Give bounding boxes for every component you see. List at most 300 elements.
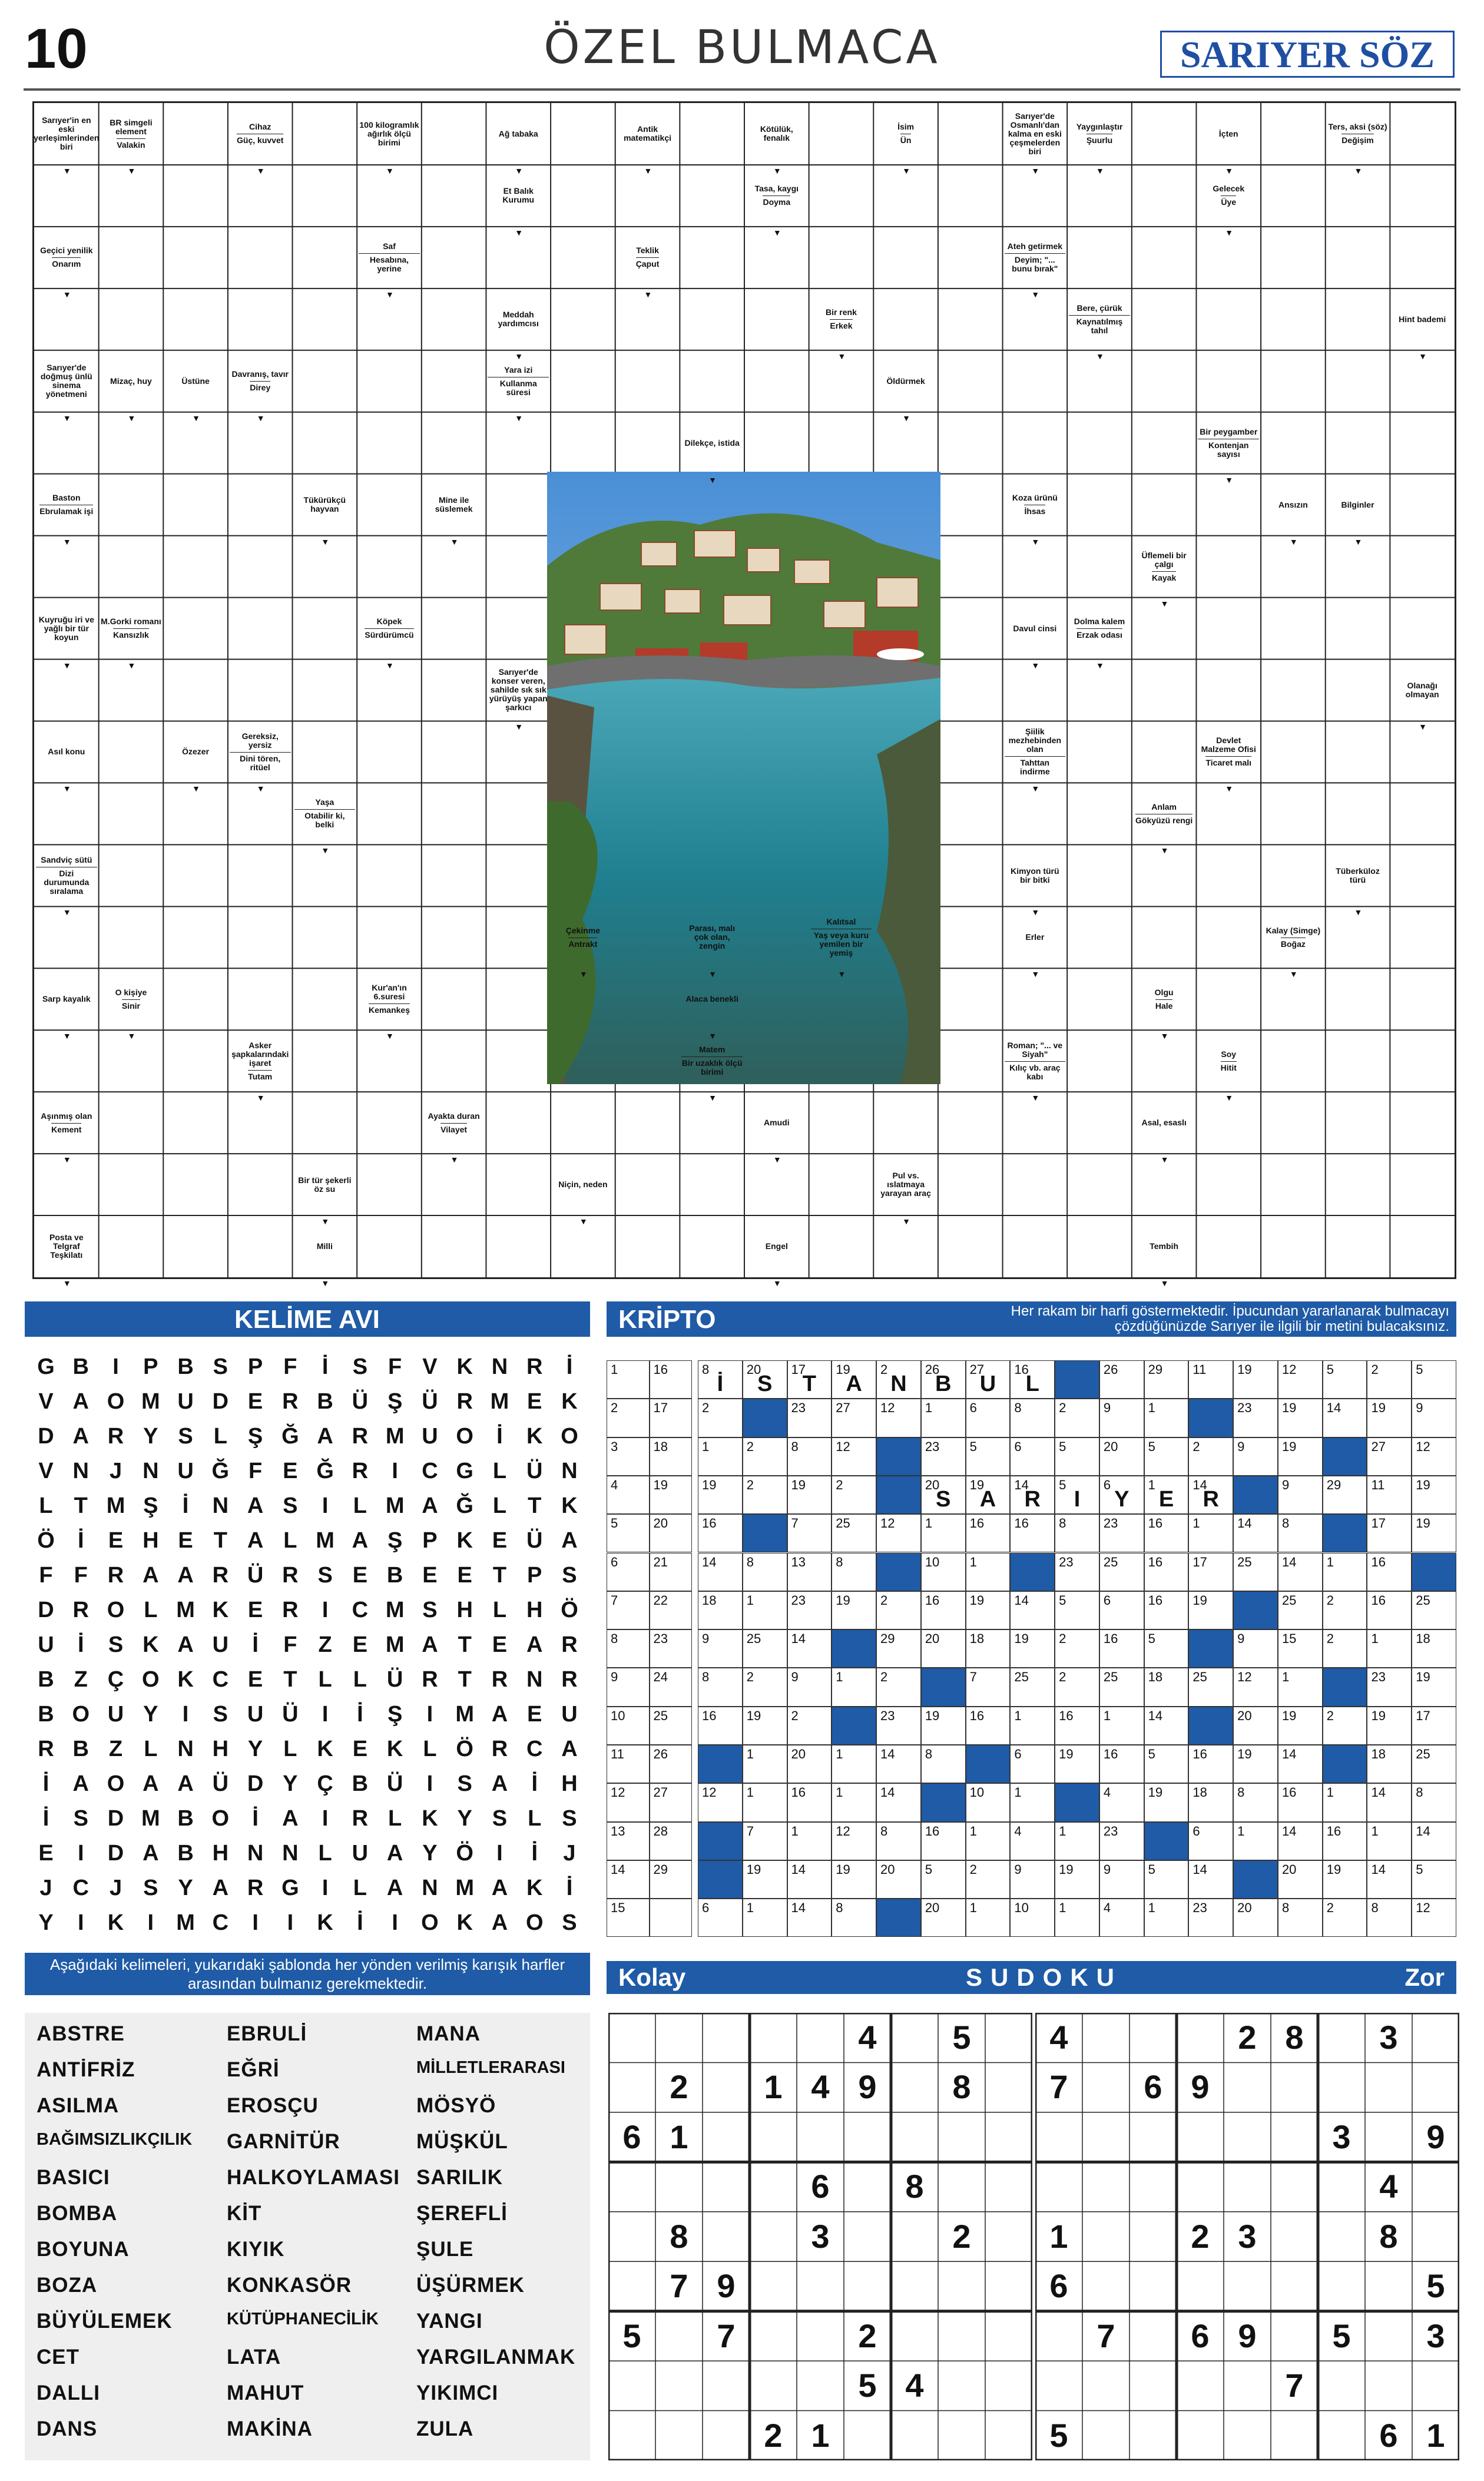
kripto-cell[interactable] xyxy=(1323,1591,1367,1629)
kripto-cell[interactable] xyxy=(607,1899,650,1937)
sudoku-cell[interactable] xyxy=(938,2261,985,2311)
sudoku-cell[interactable]: 2 xyxy=(952,2217,971,2255)
sudoku-cell[interactable]: 6 xyxy=(811,2168,830,2205)
kripto-cell[interactable] xyxy=(832,1783,876,1821)
sudoku-cell[interactable] xyxy=(844,2212,891,2261)
kripto-cell[interactable] xyxy=(966,1822,1011,1860)
word-search-letter[interactable]: İ xyxy=(42,1771,49,1796)
word-search-letter[interactable]: N xyxy=(177,1737,194,1761)
kripto-cell[interactable] xyxy=(1099,1860,1144,1899)
sudoku-cell[interactable] xyxy=(938,2112,985,2162)
kripto-cell[interactable] xyxy=(607,1399,650,1437)
word-search-letter[interactable]: L xyxy=(283,1528,297,1553)
kripto-cell[interactable] xyxy=(1010,1707,1055,1745)
word-search-letter[interactable]: I xyxy=(426,1771,433,1796)
kripto-cell[interactable] xyxy=(650,1707,693,1745)
word-search-letter[interactable]: A xyxy=(491,1702,508,1727)
kripto-cell[interactable] xyxy=(1188,1783,1233,1821)
sudoku-cell[interactable] xyxy=(1318,2361,1365,2410)
sudoku-cell[interactable] xyxy=(1129,2311,1177,2361)
word-search-letter[interactable]: T xyxy=(528,1493,542,1518)
kripto-cell[interactable] xyxy=(966,1860,1011,1899)
word-search-letter[interactable]: Ü xyxy=(386,1771,403,1796)
word-search-letter[interactable]: I xyxy=(392,1910,398,1935)
word-search-letter[interactable]: O xyxy=(525,1910,544,1935)
word-search-letter[interactable]: R xyxy=(352,1459,369,1483)
word-search-letter[interactable]: E xyxy=(352,1563,368,1588)
word-search-letter[interactable]: U xyxy=(107,1702,124,1727)
kripto-cell[interactable] xyxy=(966,1360,1011,1399)
kripto-cell[interactable] xyxy=(1367,1860,1412,1899)
sudoku-cell[interactable]: 9 xyxy=(1426,2118,1445,2155)
sudoku-cell[interactable] xyxy=(1082,2062,1129,2112)
sudoku-cell[interactable]: 9 xyxy=(858,2068,877,2106)
word-search-letter[interactable]: B xyxy=(177,1354,194,1379)
word-search-letter[interactable]: A xyxy=(491,1910,508,1935)
kripto-cell[interactable] xyxy=(607,1707,650,1745)
kripto-cell[interactable] xyxy=(1278,1591,1323,1629)
kripto-cell[interactable] xyxy=(650,1899,693,1937)
sudoku-cell[interactable] xyxy=(655,2013,703,2062)
word-search-letter[interactable]: R xyxy=(456,1389,473,1414)
sudoku-cell[interactable] xyxy=(703,2062,750,2112)
kripto-cell[interactable] xyxy=(1278,1745,1323,1783)
word-search-letter[interactable]: E xyxy=(352,1632,368,1657)
kripto-cell[interactable] xyxy=(1099,1899,1144,1937)
sudoku-cell[interactable] xyxy=(797,2261,844,2311)
word-search-letter[interactable]: A xyxy=(247,1528,264,1553)
kripto-cell[interactable] xyxy=(698,1629,743,1668)
word-search-letter[interactable]: J xyxy=(39,1876,52,1900)
kripto-cell[interactable] xyxy=(1412,1745,1456,1783)
kripto-cell[interactable] xyxy=(698,1591,743,1629)
sudoku-cell[interactable] xyxy=(1224,2112,1271,2162)
word-search-letter[interactable]: İ xyxy=(531,1771,538,1796)
kripto-cell[interactable] xyxy=(1233,1707,1278,1745)
word-search-letter[interactable]: M xyxy=(385,1424,405,1449)
sudoku-cell[interactable] xyxy=(1412,2212,1459,2261)
word-search-letter[interactable]: A xyxy=(352,1528,369,1553)
kripto-cell[interactable] xyxy=(1099,1360,1144,1399)
kripto-cell[interactable] xyxy=(743,1860,787,1899)
word-search-letter[interactable]: M xyxy=(141,1806,160,1831)
word-search-letter[interactable]: O xyxy=(107,1598,125,1622)
kripto-cell[interactable] xyxy=(1010,1899,1055,1937)
sudoku-cell[interactable] xyxy=(1271,2411,1318,2460)
kripto-cell[interactable] xyxy=(876,1668,921,1706)
kripto-cell[interactable] xyxy=(698,1899,743,1937)
kripto-cell[interactable] xyxy=(876,1822,921,1860)
kripto-cell[interactable] xyxy=(607,1783,650,1821)
word-search-letter[interactable]: L xyxy=(353,1667,367,1692)
sudoku-cell[interactable]: 3 xyxy=(1332,2118,1351,2155)
kripto-cell[interactable] xyxy=(607,1591,650,1629)
word-search-letter[interactable]: Ü xyxy=(352,1389,369,1414)
word-search-letter[interactable]: P xyxy=(527,1563,542,1588)
kripto-cell[interactable] xyxy=(876,1860,921,1899)
sudoku-cell[interactable] xyxy=(1318,2013,1365,2062)
kripto-cell[interactable] xyxy=(607,1514,650,1552)
word-search-letter[interactable]: S xyxy=(492,1806,508,1831)
word-search-letter[interactable]: N xyxy=(282,1841,299,1866)
word-search-letter[interactable]: U xyxy=(422,1424,438,1449)
word-search-letter[interactable]: K xyxy=(386,1737,403,1761)
word-search-letter[interactable]: E xyxy=(247,1667,263,1692)
word-search-letter[interactable]: E xyxy=(247,1598,263,1622)
word-search-letter[interactable]: E xyxy=(492,1632,508,1657)
word-search-letter[interactable]: L xyxy=(492,1459,507,1483)
sudoku-cell[interactable] xyxy=(985,2112,1032,2162)
word-search-letter[interactable]: J xyxy=(109,1459,122,1483)
word-search-letter[interactable]: Ü xyxy=(526,1528,543,1553)
kripto-cell[interactable] xyxy=(1144,1707,1189,1745)
sudoku-cell[interactable] xyxy=(1365,2112,1412,2162)
sudoku-cell[interactable] xyxy=(1365,2361,1412,2410)
kripto-cell[interactable] xyxy=(1233,1437,1278,1476)
kripto-cell[interactable] xyxy=(650,1783,693,1821)
kripto-cell[interactable] xyxy=(743,1591,787,1629)
word-search-letter[interactable]: M xyxy=(455,1876,475,1900)
word-search-letter[interactable]: R xyxy=(491,1737,508,1761)
sudoku-cell[interactable] xyxy=(1365,2062,1412,2112)
kripto-cell[interactable] xyxy=(1412,1399,1456,1437)
sudoku-cell[interactable] xyxy=(1271,2112,1318,2162)
word-search-letter[interactable]: A xyxy=(282,1806,299,1831)
kripto-cell[interactable] xyxy=(921,1629,966,1668)
kripto-cell[interactable] xyxy=(832,1514,876,1552)
sudoku-cell[interactable] xyxy=(1318,2162,1365,2211)
word-search-letter[interactable]: N xyxy=(247,1841,264,1866)
word-search-letter[interactable]: L xyxy=(388,1806,402,1831)
sudoku-cell[interactable] xyxy=(1412,2013,1459,2062)
kripto-cell[interactable] xyxy=(1055,1899,1099,1937)
sudoku-cell[interactable] xyxy=(938,2311,985,2361)
kripto-cell[interactable] xyxy=(1144,1437,1189,1476)
kripto-cell[interactable] xyxy=(1323,1707,1367,1745)
sudoku-cell[interactable] xyxy=(1129,2013,1177,2062)
kripto-cell[interactable] xyxy=(787,1629,832,1668)
word-search-letter[interactable]: C xyxy=(352,1598,369,1622)
kripto-cell[interactable] xyxy=(1278,1822,1323,1860)
kripto-cell[interactable] xyxy=(921,1707,966,1745)
word-search-letter[interactable]: I xyxy=(322,1493,329,1518)
sudoku-cell[interactable]: 5 xyxy=(1426,2267,1445,2305)
word-search-letter[interactable]: C xyxy=(212,1910,229,1935)
word-search-letter[interactable]: Z xyxy=(108,1737,123,1761)
word-search-letter[interactable]: I xyxy=(182,1702,189,1727)
sudoku-cell[interactable] xyxy=(1224,2411,1271,2460)
kripto-cell[interactable] xyxy=(1323,1399,1367,1437)
kripto-cell[interactable] xyxy=(743,1783,787,1821)
sudoku-cell[interactable] xyxy=(1318,2411,1365,2460)
sudoku-cell[interactable]: 9 xyxy=(717,2267,736,2305)
kripto-cell[interactable] xyxy=(650,1360,693,1399)
word-search-letter[interactable]: I xyxy=(322,1598,329,1622)
word-search-letter[interactable]: L xyxy=(144,1598,158,1622)
kripto-cell[interactable] xyxy=(876,1707,921,1745)
kripto-cell[interactable] xyxy=(743,1745,787,1783)
word-search-letter[interactable]: U xyxy=(212,1632,229,1657)
sudoku-cell[interactable]: 3 xyxy=(1379,2019,1398,2056)
kripto-cell[interactable] xyxy=(1144,1591,1189,1629)
kripto-cell[interactable] xyxy=(1144,1553,1189,1591)
word-search-letter[interactable]: H xyxy=(456,1598,473,1622)
word-search-letter[interactable]: C xyxy=(212,1667,229,1692)
sudoku-cell[interactable]: 2 xyxy=(1238,2019,1257,2056)
kripto-cell[interactable] xyxy=(607,1553,650,1591)
kripto-cell[interactable] xyxy=(966,1553,1011,1591)
word-search-letter[interactable]: Ğ xyxy=(316,1459,334,1483)
kripto-cell[interactable] xyxy=(1010,1437,1055,1476)
word-search-letter[interactable]: I xyxy=(426,1702,433,1727)
sudoku-cell[interactable] xyxy=(1224,2162,1271,2211)
word-search-letter[interactable]: İ xyxy=(357,1910,363,1935)
word-search-letter[interactable]: R xyxy=(282,1389,299,1414)
word-search-letter[interactable]: I xyxy=(322,1806,329,1831)
kripto-cell[interactable] xyxy=(832,1899,876,1937)
kripto-cell[interactable] xyxy=(1055,1668,1099,1706)
word-search-letter[interactable]: E xyxy=(247,1389,263,1414)
kripto-cell[interactable] xyxy=(1010,1822,1055,1860)
word-search-letter[interactable]: L xyxy=(492,1598,507,1622)
word-search-letter[interactable]: R xyxy=(38,1737,54,1761)
sudoku-cell[interactable] xyxy=(703,2013,750,2062)
sudoku-cell[interactable] xyxy=(1224,2261,1271,2311)
kripto-cell[interactable] xyxy=(1055,1745,1099,1783)
sudoku-cell[interactable]: 7 xyxy=(670,2267,688,2305)
word-search-letter[interactable]: M xyxy=(455,1702,475,1727)
sudoku-cell[interactable] xyxy=(608,2062,655,2112)
word-search-letter[interactable]: A xyxy=(386,1841,403,1866)
word-search-letter[interactable]: O xyxy=(107,1389,125,1414)
kripto-cell[interactable] xyxy=(787,1360,832,1399)
word-search-letter[interactable]: K xyxy=(456,1910,473,1935)
word-search-letter[interactable]: F xyxy=(74,1563,88,1588)
kripto-cell[interactable] xyxy=(1010,1514,1055,1552)
kripto-cell[interactable] xyxy=(1323,1360,1367,1399)
word-search-letter[interactable]: I xyxy=(496,1841,503,1866)
kripto-cell[interactable] xyxy=(1367,1822,1412,1860)
kripto-cell[interactable] xyxy=(743,1629,787,1668)
word-search-letter[interactable]: S xyxy=(143,1876,158,1900)
kripto-cell[interactable] xyxy=(650,1745,693,1783)
kripto-cell[interactable] xyxy=(1412,1668,1456,1706)
word-search-letter[interactable]: K xyxy=(143,1632,159,1657)
sudoku-cell[interactable] xyxy=(1271,2162,1318,2211)
sudoku-cell[interactable] xyxy=(1035,2311,1082,2361)
kripto-cell[interactable] xyxy=(787,1860,832,1899)
word-search-letter[interactable]: T xyxy=(458,1667,472,1692)
sudoku-cell[interactable]: 2 xyxy=(764,2416,783,2454)
word-search-letter[interactable]: R xyxy=(561,1667,578,1692)
sudoku-cell[interactable] xyxy=(703,2112,750,2162)
word-search-letter[interactable]: T xyxy=(458,1632,472,1657)
kripto-cell[interactable] xyxy=(966,1399,1011,1437)
sudoku-cell[interactable]: 5 xyxy=(1049,2416,1068,2454)
word-search-letter[interactable]: R xyxy=(352,1806,369,1831)
kripto-cell[interactable] xyxy=(787,1899,832,1937)
sudoku-cell[interactable] xyxy=(891,2212,938,2261)
kripto-cell[interactable] xyxy=(1323,1553,1367,1591)
word-search-letter[interactable]: O xyxy=(421,1910,439,1935)
kripto-cell[interactable] xyxy=(966,1668,1011,1706)
kripto-cell[interactable] xyxy=(650,1822,693,1860)
sudoku-cell[interactable] xyxy=(891,2062,938,2112)
sudoku-cell[interactable] xyxy=(750,2112,797,2162)
sudoku-cell[interactable] xyxy=(844,2112,891,2162)
word-search-letter[interactable]: A xyxy=(143,1841,159,1866)
sudoku-cell[interactable]: 4 xyxy=(858,2019,877,2056)
word-search-letter[interactable]: S xyxy=(562,1910,577,1935)
sudoku-cell[interactable]: 8 xyxy=(670,2217,688,2255)
kripto-cell[interactable] xyxy=(1099,1822,1144,1860)
word-search-letter[interactable]: S xyxy=(352,1354,368,1379)
word-search-letter[interactable]: Ş xyxy=(387,1528,403,1553)
kripto-cell[interactable] xyxy=(1412,1629,1456,1668)
word-search-letter[interactable]: C xyxy=(422,1459,438,1483)
kripto-cell[interactable] xyxy=(650,1437,693,1476)
kripto-cell[interactable] xyxy=(1099,1514,1144,1552)
kripto-cell[interactable] xyxy=(743,1707,787,1745)
word-search-letter[interactable]: B xyxy=(386,1563,403,1588)
kripto-cell[interactable] xyxy=(1010,1745,1055,1783)
kripto-cell[interactable] xyxy=(787,1707,832,1745)
kripto-cell[interactable] xyxy=(1188,1668,1233,1706)
kripto-cell[interactable] xyxy=(1233,1399,1278,1437)
kripto-cell[interactable] xyxy=(832,1399,876,1437)
sudoku-cell[interactable] xyxy=(985,2261,1032,2311)
kripto-cell[interactable] xyxy=(1412,1822,1456,1860)
word-search-letter[interactable]: L xyxy=(39,1493,53,1518)
kripto-cell[interactable] xyxy=(1412,1360,1456,1399)
word-search-letter[interactable]: U xyxy=(177,1389,194,1414)
kripto-cell[interactable] xyxy=(698,1476,743,1514)
word-search-letter[interactable]: H xyxy=(143,1528,159,1553)
kripto-cell[interactable] xyxy=(698,1514,743,1552)
kripto-cell[interactable] xyxy=(1412,1899,1456,1937)
kripto-cell[interactable] xyxy=(607,1822,650,1860)
kripto-cell[interactable] xyxy=(1099,1437,1144,1476)
sudoku-cell[interactable] xyxy=(608,2212,655,2261)
kripto-cell[interactable] xyxy=(1412,1514,1456,1552)
word-search-letter[interactable]: L xyxy=(318,1667,332,1692)
kripto-cell[interactable] xyxy=(1323,1860,1367,1899)
sudoku-cell[interactable]: 1 xyxy=(1426,2416,1445,2454)
word-search-letter[interactable]: S xyxy=(178,1424,193,1449)
kripto-cell[interactable] xyxy=(650,1399,693,1437)
sudoku-cell[interactable] xyxy=(1412,2062,1459,2112)
word-search-letter[interactable]: M xyxy=(316,1528,334,1553)
word-search-letter[interactable]: İ xyxy=(322,1354,329,1379)
kripto-cell[interactable] xyxy=(787,1437,832,1476)
word-search-letter[interactable]: R xyxy=(491,1667,508,1692)
kripto-cell[interactable] xyxy=(1233,1822,1278,1860)
word-search-letter[interactable]: L xyxy=(528,1806,542,1831)
word-search-letter[interactable]: R xyxy=(247,1876,264,1900)
kripto-cell[interactable] xyxy=(787,1514,832,1552)
word-search-letter[interactable]: C xyxy=(72,1876,89,1900)
sudoku-cell[interactable] xyxy=(844,2261,891,2311)
word-search-letter[interactable]: S xyxy=(213,1702,228,1727)
kripto-cell[interactable] xyxy=(1412,1707,1456,1745)
kripto-cell[interactable] xyxy=(1144,1399,1189,1437)
kripto-cell[interactable] xyxy=(921,1514,966,1552)
word-search-letter[interactable]: Y xyxy=(457,1806,472,1831)
word-search-letter[interactable]: Ö xyxy=(561,1598,578,1622)
word-search-letter[interactable]: Y xyxy=(422,1841,438,1866)
kripto-cell[interactable] xyxy=(876,1360,921,1399)
sudoku-cell[interactable] xyxy=(938,2411,985,2460)
kripto-cell[interactable] xyxy=(1055,1707,1099,1745)
word-search-letter[interactable]: Ö xyxy=(456,1841,473,1866)
sudoku-cell[interactable] xyxy=(797,2361,844,2410)
kripto-cell[interactable] xyxy=(698,1437,743,1476)
word-search-letter[interactable]: O xyxy=(72,1702,90,1727)
word-search-letter[interactable]: H xyxy=(212,1737,229,1761)
word-search-letter[interactable]: U xyxy=(38,1632,54,1657)
word-search-letter[interactable]: F xyxy=(39,1563,53,1588)
word-search-letter[interactable]: İ xyxy=(357,1702,363,1727)
word-search-letter[interactable]: K xyxy=(561,1493,578,1518)
kripto-cell[interactable] xyxy=(1010,1668,1055,1706)
sudoku-cell[interactable]: 2 xyxy=(1191,2217,1210,2255)
sudoku-cell[interactable]: 9 xyxy=(1191,2068,1210,2106)
kripto-cell[interactable] xyxy=(650,1476,693,1514)
word-search-letter[interactable]: İ xyxy=(77,1632,84,1657)
kripto-cell[interactable] xyxy=(1055,1514,1099,1552)
word-search-letter[interactable]: İ xyxy=(77,1528,84,1553)
kripto-cell[interactable] xyxy=(1144,1745,1189,1783)
kripto-cell[interactable] xyxy=(1099,1629,1144,1668)
sudoku-cell[interactable]: 5 xyxy=(622,2317,641,2354)
word-search-letter[interactable]: O xyxy=(456,1424,473,1449)
kripto-cell[interactable] xyxy=(787,1745,832,1783)
word-search-letter[interactable]: I xyxy=(392,1459,398,1483)
word-search-letter[interactable]: Ü xyxy=(422,1389,438,1414)
word-search-letter[interactable]: A xyxy=(72,1771,89,1796)
word-search-letter[interactable]: I xyxy=(252,1910,259,1935)
kripto-cell[interactable] xyxy=(1233,1783,1278,1821)
word-search-letter[interactable]: L xyxy=(213,1424,227,1449)
word-search-letter[interactable]: E xyxy=(283,1459,298,1483)
kripto-cell[interactable] xyxy=(832,1745,876,1783)
kripto-cell[interactable] xyxy=(698,1783,743,1821)
word-search-letter[interactable]: K xyxy=(561,1389,578,1414)
kripto-cell[interactable] xyxy=(1099,1591,1144,1629)
kripto-cell[interactable] xyxy=(832,1822,876,1860)
word-search-letter[interactable]: N xyxy=(143,1459,159,1483)
word-search-letter[interactable]: D xyxy=(38,1598,54,1622)
word-search-letter[interactable]: L xyxy=(283,1737,297,1761)
kripto-cell[interactable] xyxy=(1233,1629,1278,1668)
word-search-letter[interactable]: İ xyxy=(531,1841,538,1866)
kripto-cell[interactable] xyxy=(832,1476,876,1514)
word-search-letter[interactable]: M xyxy=(385,1493,405,1518)
sudoku-cell[interactable]: 3 xyxy=(1426,2317,1445,2354)
sudoku-cell[interactable] xyxy=(1365,2311,1412,2361)
word-search-letter[interactable]: Ş xyxy=(143,1493,158,1518)
word-search-letter[interactable]: A xyxy=(422,1632,438,1657)
sudoku-cell[interactable]: 4 xyxy=(1049,2019,1068,2056)
kripto-cell[interactable] xyxy=(1010,1860,1055,1899)
word-search-letter[interactable]: O xyxy=(107,1771,125,1796)
kripto-cell[interactable] xyxy=(743,1668,787,1706)
word-search-letter[interactable]: I xyxy=(322,1702,329,1727)
kripto-cell[interactable] xyxy=(966,1629,1011,1668)
kripto-cell[interactable] xyxy=(921,1399,966,1437)
kripto-cell[interactable] xyxy=(1188,1591,1233,1629)
sudoku-cell[interactable] xyxy=(750,2212,797,2261)
